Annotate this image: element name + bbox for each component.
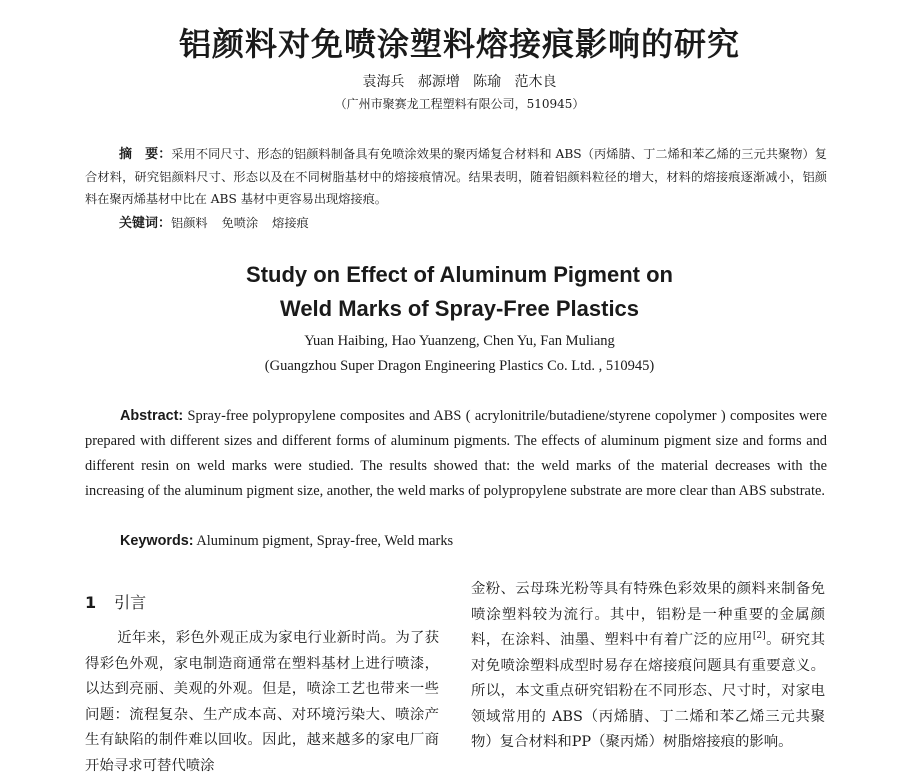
english-keywords [120, 529, 820, 554]
body-left-column [85, 626, 439, 779]
chinese-keyword: 免喷涂 [221, 216, 259, 230]
chinese-abstract-text: 采用不同尺寸、形态的铝颜料制备具有免喷涂效果的聚丙烯复合材料和 ABS（丙烯腈、丁二烯和苯乙烯的三元共聚物）复合材料，研究铝颜料尺寸、形态以及在不同树脂基材中的熔接痕情况。结果表明，随着铝颜料粒径的增大，材料的熔接痕逐渐减小，铝颜料在聚丙烯基材中比在 ABS 基材中更容易出现熔接痕。 [85, 147, 827, 206]
english-abstract-label: Abstract: [120, 408, 184, 424]
english-title-line: Study on Effect of Aluminum Pigment on [246, 262, 673, 287]
chinese-keyword: 熔接痕 [272, 216, 309, 230]
chinese-keywords-label: 关键词： [119, 216, 172, 231]
left-column-text: 近年来，彩色外观正成为家电行业新时尚。为了获得彩色外观，家电制造商通常在塑料基材上进行喷漆，以达到亮丽、美观的外观。但是，喷涂工艺也带来一些问题：流程复杂、生产成本高、对环境污染大、喷涂产生有缺陷的制件难以回收。因此，越来越多的家电厂商开始寻求可替代喷涂 [85, 630, 439, 774]
chinese-abstract [85, 143, 827, 210]
right-column-text: 。研究其对免喷涂塑料成型时易存在熔接痕问题具有重要意义。所以，本文重点研究铝粉在不同形态、尺寸时，对家电领域常用的 ABS（丙烯腈、丁二烯和苯乙烯三元共聚物）复合材料和PP（聚丙烯）树脂熔接痕的影响。 [471, 632, 825, 750]
english-keywords-label: Keywords: [120, 533, 194, 549]
right-column-text: 金粉、云母珠光粉等具有特殊色彩效果的颜料来制备免喷涂塑料较为流行。其中，铝粉是一种重要的金属颜料，在涂料、油墨、塑料中有着广泛的应用 [471, 581, 825, 648]
chinese-authors: 袁海兵 郝源增 陈瑜 范木良 [362, 74, 557, 90]
chinese-title: 铝颜料对免喷涂塑料熔接痕影响的研究 [178, 25, 740, 63]
chinese-keyword: 铝颜料 [171, 216, 208, 230]
chinese-keywords [119, 212, 819, 235]
section-heading [85, 590, 146, 616]
chinese-abstract-label: 摘 要： [119, 147, 172, 162]
english-keywords-text: Aluminum pigment, Spray-free, Weld marks [196, 533, 454, 549]
english-abstract [85, 404, 827, 504]
citation-ref: [2] [752, 631, 766, 642]
english-authors: Yuan Haibing, Hao Yuanzeng, Chen Yu, Fan Muliang [304, 333, 615, 349]
body-right-column [471, 577, 825, 756]
english-affiliation: (Guangzhou Super Dragon Engineering Plastics Co. Ltd. , 510945) [264, 358, 655, 374]
english-title-line: Weld Marks of Spray-Free Plastics [279, 296, 640, 321]
section-title: 引言 [114, 593, 147, 612]
section-number: 1 [85, 593, 97, 612]
english-title [0, 258, 919, 326]
english-abstract-text: Spray-free polypropylene composites and ABS ( acrylonitrile/butadiene/styrene copolymer ) composites were prepared with different sizes and different forms of aluminum pigments. The effects of aluminum pigment size and forms and different resin on weld marks were studied. The results showed that: the weld marks of the material decreases with the increasing of the aluminum pigment size, another, the weld marks of polypropylene substrate are more clear than ABS substrate. [85, 408, 827, 499]
chinese-affiliation: （广州市聚赛龙工程塑料有限公司，510945） [334, 97, 585, 111]
